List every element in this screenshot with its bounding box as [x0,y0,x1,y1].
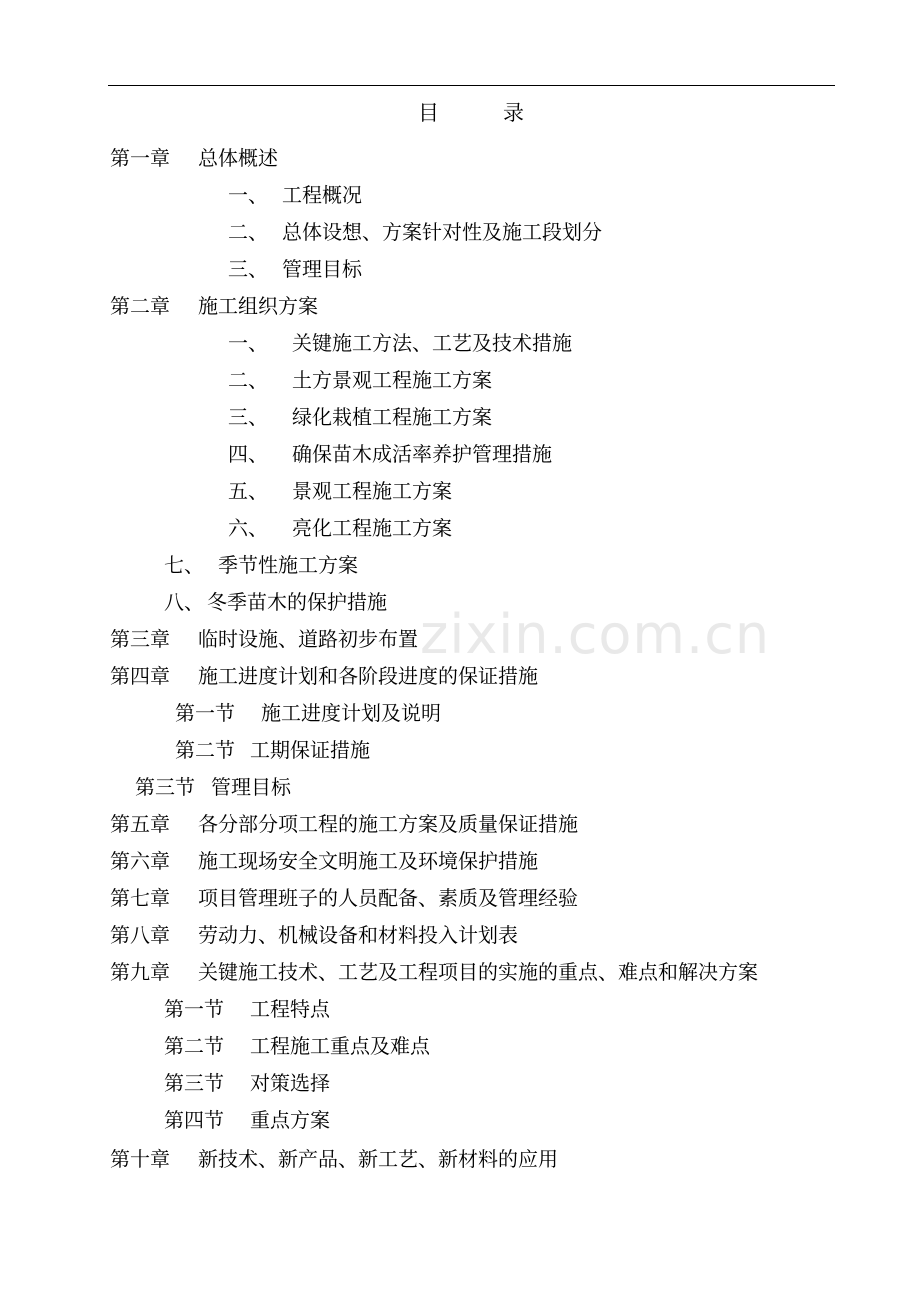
toc-entry-text: 施工进度计划及说明 [261,701,441,725]
toc-entry-text: 绿化栽植工程施工方案 [292,405,492,429]
toc-entry-text: 土方景观工程施工方案 [292,368,492,392]
toc-entry-text: 总体概述 [198,146,278,170]
watermark: zixin.com.cn [420,603,771,666]
toc-entry-text: 冬季苗木的保护措施 [207,590,387,614]
toc-entry-text: 管理目标 [282,257,362,281]
toc-entry-ch2-s8[interactable] [164,587,387,617]
toc-entry-number: 三、 [228,257,268,281]
toc-entry-ch5[interactable] [110,809,578,839]
toc-entry-number: 第一节 [164,997,224,1021]
toc-entry-ch2-s7[interactable] [164,550,358,580]
toc-entry-ch9-s4[interactable] [164,1105,330,1135]
toc-entry-text: 关键施工方法、工艺及技术措施 [292,331,572,355]
toc-entry-text: 临时设施、道路初步布置 [198,627,418,651]
toc-entry-ch2[interactable] [110,291,318,321]
toc-entry-ch10[interactable] [110,1144,558,1174]
toc-entry-number: 六、 [228,516,268,540]
toc-entry-ch9-s3[interactable] [164,1068,330,1098]
toc-entry-text: 重点方案 [250,1108,330,1132]
toc-entry-number: 第十章 [110,1147,170,1171]
toc-entry-number: 第一章 [110,146,170,170]
toc-entry-number: 第九章 [110,960,170,984]
toc-entry-text: 工程特点 [250,997,330,1021]
toc-entry-number: 第三节 [135,775,195,799]
toc-entry-number: 第二节 [164,1034,224,1058]
toc-entry-number: 四、 [228,442,268,466]
toc-entry-number: 第一节 [175,701,235,725]
toc-entry-text: 施工进度计划和各阶段进度的保证措施 [198,664,538,688]
toc-entry-text: 管理目标 [211,775,291,799]
toc-entry-number: 第四节 [164,1108,224,1132]
toc-entry-ch2-s6[interactable] [228,513,452,543]
toc-entry-text: 亮化工程施工方案 [292,516,452,540]
toc-entry-ch6[interactable] [110,846,538,876]
toc-entry-ch8[interactable] [110,920,518,950]
toc-entry-number: 一、 [228,183,268,207]
toc-entry-number: 第六章 [110,849,170,873]
header-rule [108,85,835,86]
toc-entry-ch1[interactable] [110,143,278,173]
toc-entry-text: 确保苗木成活率养护管理措施 [292,442,552,466]
toc-entry-number: 第八章 [110,923,170,947]
toc-entry-number: 第四章 [110,664,170,688]
toc-entry-text: 景观工程施工方案 [292,479,452,503]
toc-entry-number: 第七章 [110,886,170,910]
toc-entry-ch9-s1[interactable] [164,994,330,1024]
toc-entry-ch9[interactable] [110,957,758,987]
toc-entry-ch1-s2[interactable] [228,217,602,247]
toc-entry-number: 二、 [228,368,268,392]
toc-entry-text: 工程概况 [282,183,362,207]
toc-entry-ch7[interactable] [110,883,578,913]
toc-entry-text: 新技术、新产品、新工艺、新材料的应用 [198,1147,558,1171]
toc-entry-ch4[interactable] [110,661,538,691]
toc-entry-ch4-s1[interactable] [175,698,441,728]
toc-title-left-char: 目 [418,101,439,125]
toc-entry-text: 总体设想、方案针对性及施工段划分 [282,220,602,244]
toc-entry-text: 劳动力、机械设备和材料投入计划表 [198,923,518,947]
toc-entry-number: 第二节 [175,738,235,762]
toc-entry-number: 八、 [164,590,204,614]
toc-entry-ch4-s3[interactable] [135,772,291,802]
toc-entry-number: 第五章 [110,812,170,836]
toc-entry-number: 第三章 [110,627,170,651]
toc-entry-text: 季节性施工方案 [218,553,358,577]
toc-entry-text: 施工现场安全文明施工及环境保护措施 [198,849,538,873]
toc-entry-ch2-s1[interactable] [228,328,572,358]
toc-entry-text: 对策选择 [250,1071,330,1095]
toc-entry-ch4-s2[interactable] [175,735,370,765]
toc-entry-text: 关键施工技术、工艺及工程项目的实施的重点、难点和解决方案 [198,960,758,984]
toc-entry-ch2-s4[interactable] [228,439,552,469]
toc-entry-ch1-s1[interactable] [228,180,362,210]
toc-title-right-char: 录 [503,101,524,125]
toc-entry-number: 第三节 [164,1071,224,1095]
toc-entry-text: 工期保证措施 [250,738,370,762]
toc-entry-text: 各分部分项工程的施工方案及质量保证措施 [198,812,578,836]
toc-entry-ch3[interactable] [110,624,418,654]
toc-entry-number: 五、 [228,479,268,503]
toc-entry-text: 施工组织方案 [198,294,318,318]
toc-entry-text: 工程施工重点及难点 [250,1034,430,1058]
toc-entry-ch2-s2[interactable] [228,365,492,395]
toc-entry-ch9-s2[interactable] [164,1031,430,1061]
toc-entry-number: 一、 [228,331,268,355]
toc-entry-ch2-s5[interactable] [228,476,452,506]
toc-entry-number: 第二章 [110,294,170,318]
toc-entry-number: 七、 [164,553,204,577]
toc-entry-number: 三、 [228,405,268,429]
toc-entry-ch2-s3[interactable] [228,402,492,432]
toc-entry-text: 项目管理班子的人员配备、素质及管理经验 [198,886,578,910]
toc-entry-number: 二、 [228,220,268,244]
toc-title [0,98,920,128]
toc-entry-ch1-s3[interactable] [228,254,362,284]
